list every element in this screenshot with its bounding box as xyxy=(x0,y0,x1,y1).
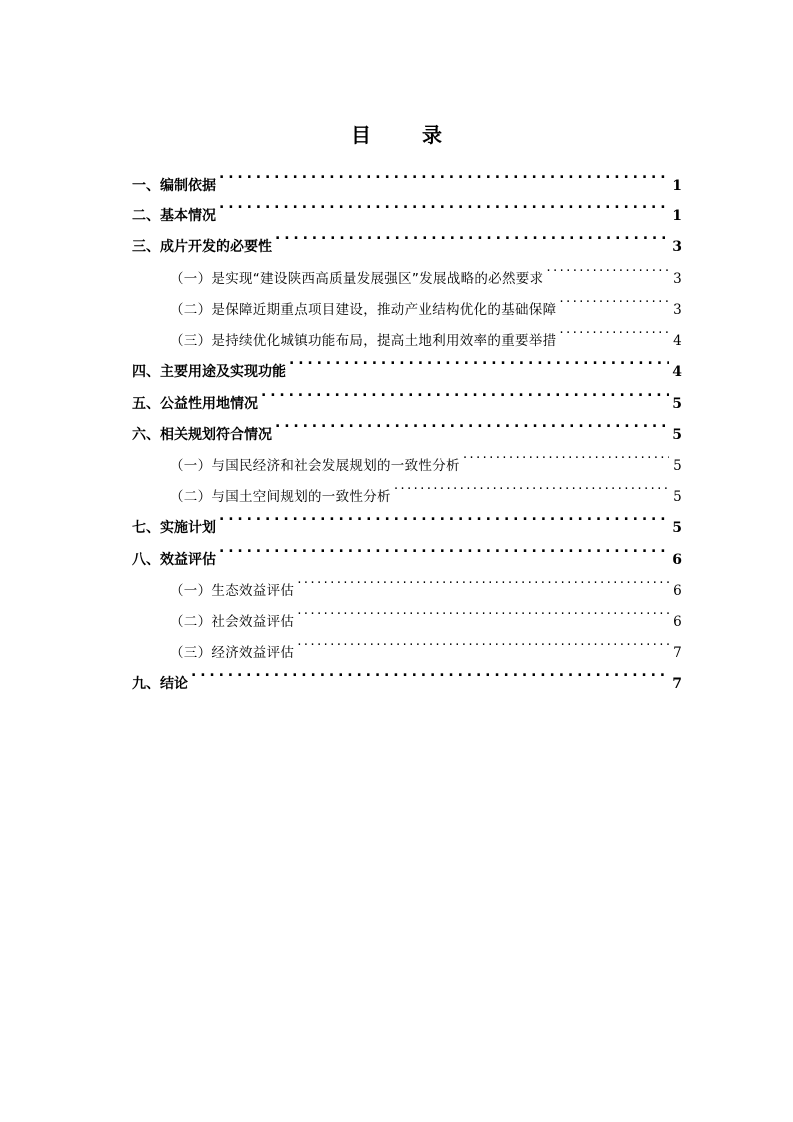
toc-subentry[interactable] xyxy=(170,594,682,630)
toc-page-number: 4 xyxy=(673,333,682,349)
toc-dot-leader xyxy=(191,656,669,688)
toc-entry-label: 一、编制依据 xyxy=(132,178,216,194)
toc-page-number: 5 xyxy=(673,489,682,505)
toc-dot-leader xyxy=(275,407,669,439)
toc-page-number: 3 xyxy=(673,302,682,318)
toc-page-number: 3 xyxy=(673,271,682,287)
toc-page-number: 5 xyxy=(672,396,682,412)
toc-page-number: 7 xyxy=(672,676,682,692)
toc-dot-leader xyxy=(261,376,669,408)
toc-page-number: 4 xyxy=(672,364,682,380)
toc-subentry-label: （一）生态效益评估 xyxy=(170,583,295,599)
toc-subentry[interactable] xyxy=(170,563,682,599)
toc-page-number: 5 xyxy=(672,520,682,536)
toc-dot-leader xyxy=(219,500,669,532)
toc-subentry[interactable] xyxy=(170,282,682,318)
toc-subentry-label: （二）与国土空间规划的一致性分析 xyxy=(170,489,391,505)
toc-entry[interactable] xyxy=(132,158,682,194)
toc-page-number: 3 xyxy=(672,239,682,255)
toc-subentry-label: （二）是保障近期重点项目建设，推动产业结构优化的基础保障 xyxy=(170,302,557,318)
toc-title: 目 录 xyxy=(351,123,464,147)
toc-entry-label: 三、成片开发的必要性 xyxy=(132,239,272,255)
toc-subentry-label: （一）与国民经济和社会发展规划的一致性分析 xyxy=(170,458,460,474)
toc-entry-label: 八、效益评估 xyxy=(132,552,216,568)
toc-entry[interactable] xyxy=(132,500,682,536)
toc-subentry-label: （一）是实现“建设陕西高质量发展强区”发展战略的必然要求 xyxy=(170,271,544,287)
toc-entry[interactable] xyxy=(132,188,682,224)
toc-subentry-label: （三）是持续优化城镇功能布局，提高土地利用效率的重要举措 xyxy=(170,333,557,349)
toc-entry[interactable] xyxy=(132,407,682,443)
toc-entry-label: 七、实施计划 xyxy=(132,520,216,536)
toc-entry[interactable] xyxy=(132,656,682,692)
toc-dot-leader xyxy=(219,188,669,220)
toc-subentry-label: （三）经济效益评估 xyxy=(170,645,295,661)
toc-entry[interactable] xyxy=(132,532,682,568)
toc-dot-leader xyxy=(219,532,669,564)
toc-dot-leader xyxy=(289,344,669,376)
toc-entry[interactable] xyxy=(132,344,682,380)
toc-page-number: 7 xyxy=(673,645,682,661)
toc-dot-leader xyxy=(559,282,669,314)
toc-dot-leader xyxy=(297,594,669,626)
toc-entry-label: 九、结论 xyxy=(132,676,188,692)
toc-dot-leader xyxy=(297,625,669,657)
toc-subentry[interactable] xyxy=(170,625,682,661)
toc-dot-leader xyxy=(297,563,669,595)
toc-subentry[interactable] xyxy=(170,438,682,474)
toc-subentry[interactable] xyxy=(170,469,682,505)
toc-page-number: 1 xyxy=(672,208,682,224)
toc-page-number: 6 xyxy=(673,614,682,630)
toc-entry[interactable] xyxy=(132,219,682,255)
toc-page-number: 5 xyxy=(673,458,682,474)
toc-entry-label: 四、主要用途及实现功能 xyxy=(132,364,286,380)
toc-dot-leader xyxy=(219,158,669,190)
toc-page-number: 6 xyxy=(673,583,682,599)
toc-subentry-label: （二）社会效益评估 xyxy=(170,614,295,630)
toc-dot-leader xyxy=(546,251,669,283)
toc-dot-leader xyxy=(463,438,669,470)
toc-dot-leader xyxy=(275,219,669,251)
toc-page-number: 6 xyxy=(672,552,682,568)
toc-entry-label: 二、基本情况 xyxy=(132,208,216,224)
toc-entry[interactable] xyxy=(132,376,682,412)
toc-dot-leader xyxy=(559,313,669,345)
toc-subentry[interactable] xyxy=(170,251,682,287)
toc-page-number: 1 xyxy=(672,178,682,194)
toc-entry-label: 五、公益性用地情况 xyxy=(132,396,258,412)
toc-entry-label: 六、相关规划符合情况 xyxy=(132,427,272,443)
toc-subentry[interactable] xyxy=(170,313,682,349)
toc-dot-leader xyxy=(394,469,669,501)
toc-page-number: 5 xyxy=(672,427,682,443)
